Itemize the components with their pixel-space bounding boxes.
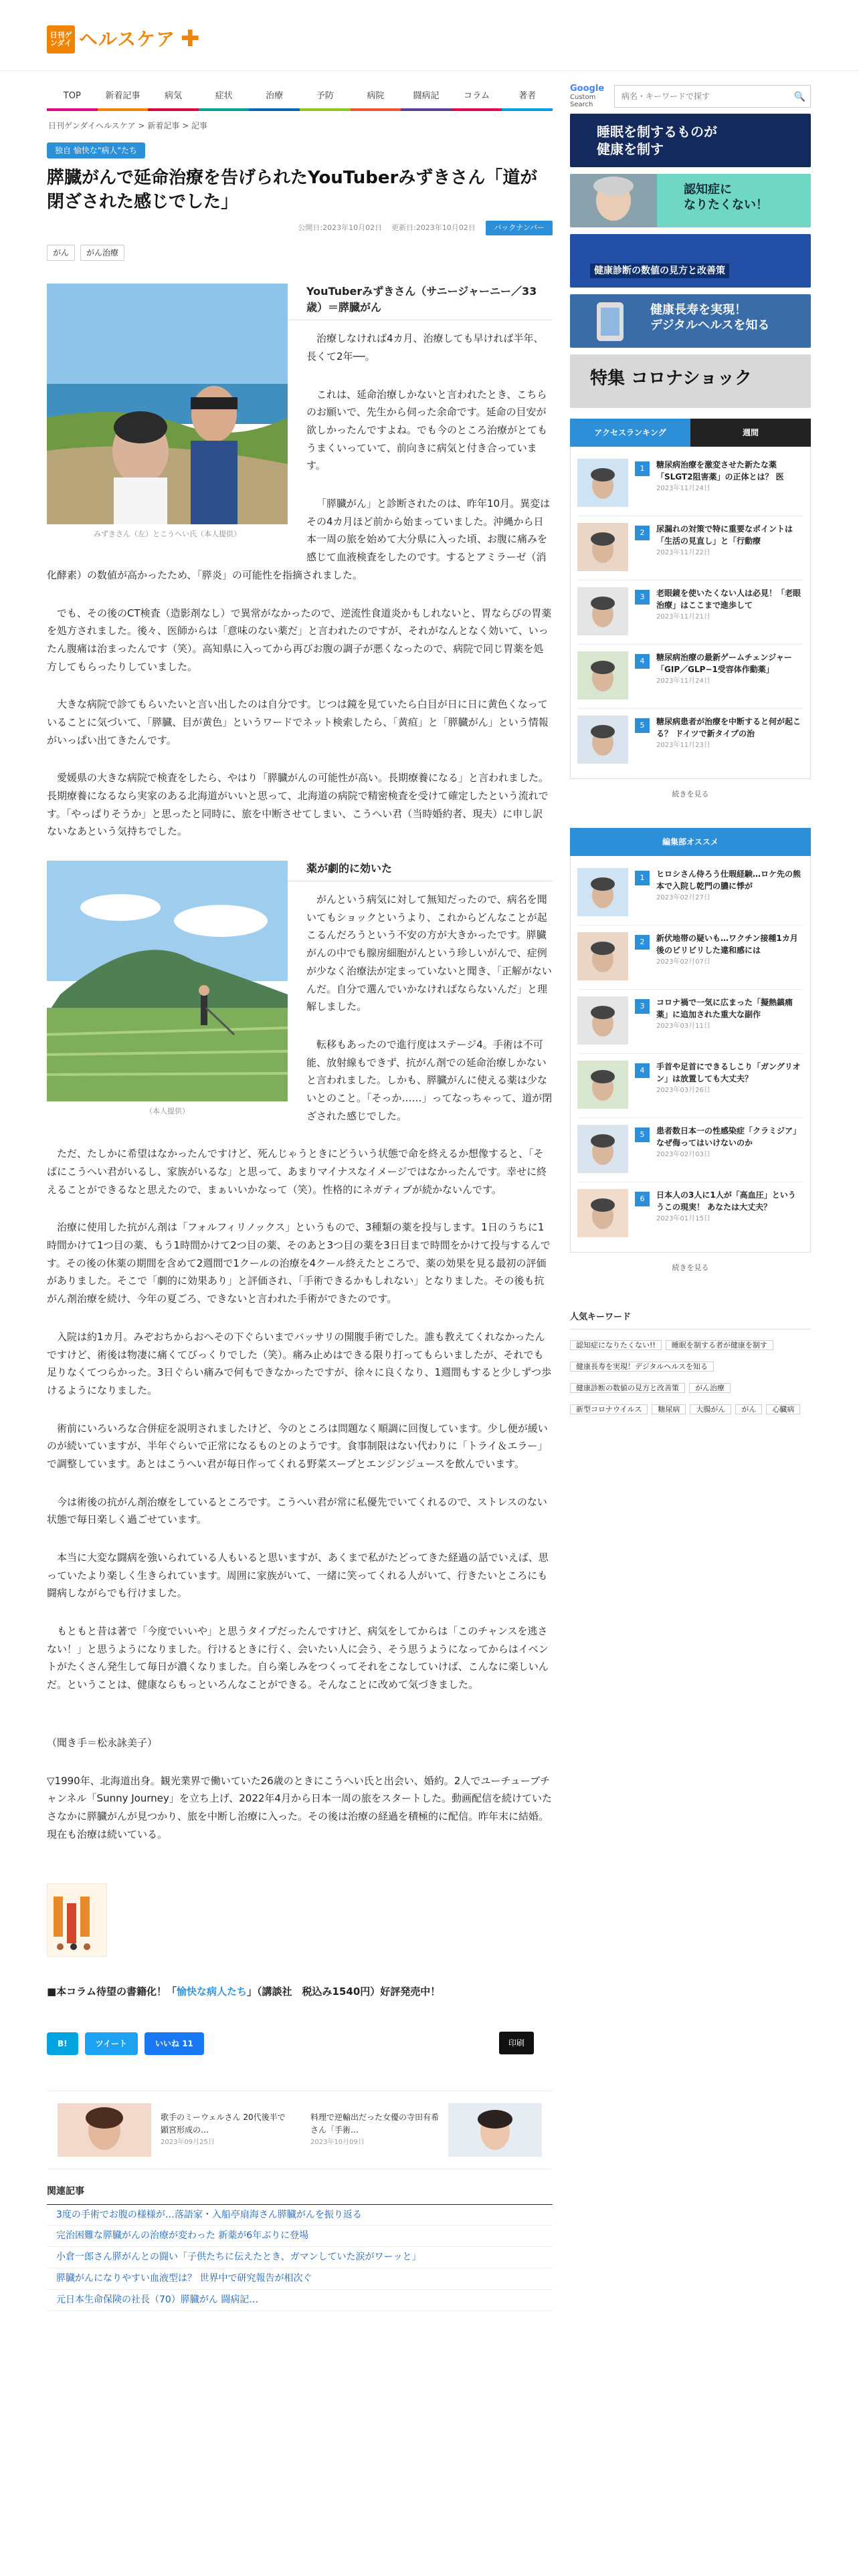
rank-number: 3 — [635, 590, 650, 605]
editor-pick-item[interactable] — [577, 1118, 803, 1182]
related-article-link[interactable]: 小倉一郎さん膵がんとの闘い「子供たちに伝えたとき、ガマンしていた涙がワーッと」 — [47, 2247, 553, 2268]
back-number-button[interactable]: バックナンバー — [486, 221, 553, 235]
keyword-chip[interactable] — [689, 1379, 731, 1396]
ranking-item[interactable] — [577, 452, 803, 516]
article-thumb — [577, 1189, 628, 1237]
next-article-thumb — [448, 2103, 542, 2157]
banner-dementia[interactable]: 認知症に なりたくない！ — [570, 174, 811, 227]
ranking-item[interactable] — [577, 580, 803, 645]
book-link[interactable]: 愉快な病人たち — [177, 1985, 248, 1998]
tab-access-ranking[interactable]: アクセスランキング — [570, 419, 690, 447]
item-date: 2023年11月21日 — [656, 613, 710, 621]
item-date: 2023年11月23日 — [656, 742, 710, 749]
rice-field-photo — [47, 861, 288, 1101]
hatena-bookmark-button[interactable]: B! — [47, 2032, 78, 2055]
article-meta — [47, 221, 553, 235]
article-thumb — [577, 1061, 628, 1109]
rank-number: 2 — [635, 526, 650, 540]
article-body — [47, 284, 553, 2311]
nav-item[interactable]: 著者 — [502, 83, 553, 111]
keyword-chip[interactable] — [666, 1336, 773, 1354]
ranking-tabs — [570, 419, 811, 447]
paragraph: 治療しなければ4カ月、治療しても早ければ半年、長くて2年──。 — [306, 332, 544, 362]
rank-number: 5 — [635, 718, 650, 733]
item-title: 新伏地帯の疑いも…ワクチン接種1カ月後のビリビリした違和感には — [656, 933, 798, 955]
keyword-label: がん治療 — [689, 1383, 731, 1393]
updated-date: 更新日:2023年10月02日 — [391, 223, 476, 233]
figure-rice-field-photo — [47, 861, 288, 1118]
tweet-button[interactable]: ツイート — [85, 2032, 138, 2055]
keyword-chip[interactable] — [735, 1400, 762, 1418]
editor-pick-item[interactable] — [577, 1182, 803, 1247]
paragraph: がんという病気に対して無知だったので、病名を聞いてもショックというより、これからどんなことが起こるんだろうという不安の方が大きかったです。膵臓がんの中でも腺房細胞がんという珍しいがんで、症例が少なく治療法が定まっていないと聞き、「正解がないんだ。自分で選んでいかなければならないんだ」と理解しました。 — [306, 893, 552, 1013]
nav-item[interactable]: 闘病記 — [401, 83, 452, 111]
google-custom-search-logo: Google Custom Search — [570, 83, 605, 109]
tag-chip[interactable]: がん治療 — [80, 245, 124, 261]
related-articles-title: 関連記事 — [47, 2184, 553, 2205]
article-thumb — [577, 1125, 628, 1173]
nav-item[interactable]: 新着記事 — [98, 83, 149, 111]
next-article-link[interactable]: 料理で逆輸出だった女優の寺田有希さん「手術… 2023年10月09日 — [300, 2091, 553, 2169]
banner-sleep[interactable]: 睡眠を制するものが 健康を制す — [570, 114, 811, 167]
item-date: 2023年02月03日 — [656, 1150, 710, 1158]
paragraph: もともと昔は著で「今度でいいや」と思うタイプだったんですけど、病気をしてからは「このチャンスを逃さない！」と思うようになりました。行けるときに行く、会いたい人に会う、そう思うようになってからはイベントがたくさん発生して毎日が濃くなりました。自ら楽しみをつくってそれをこなしていけば、こんなに楽しいんだ。ということは、健康ならもっといろんなことができる。そんなことに改めて気づきました。 — [47, 1625, 549, 1691]
section-heading: 薬が劇的に効いた — [47, 861, 553, 881]
rank-number: 4 — [635, 654, 650, 669]
paragraph: 今は術後の抗がん剤治療をしているところです。こうへい君が常に私優先でいてくれるので、ストレスのない状態で毎日楽しく過ごせています。 — [47, 1495, 547, 1526]
logo-badge: 日刊ゲンダイ — [47, 25, 75, 53]
rank-number: 5 — [635, 1128, 650, 1142]
keyword-chip[interactable] — [570, 1358, 714, 1375]
profile-text: ▽1990年、北海道出身。観光業界で働いていた26歳のときにこうへい氏と出会い、婚約。2人でユーチューブチャンネル「Sunny Journey」を立ち上げ、2022年4月から日本一周の旅をスタートした。動画配信を続けていたさなかに膵臓がんが見つかり、旅を中断し治療に入った。その後は治療の経過を積極的に配信。昨年末に結婚。現在も治療は続いている。 — [47, 1774, 552, 1840]
print-button[interactable]: 印刷 — [499, 2032, 534, 2054]
keyword-label: がん — [735, 1404, 762, 1414]
rank-number: 4 — [635, 1063, 650, 1078]
main-nav — [47, 83, 553, 114]
site-header — [0, 0, 859, 71]
book-promo: ■本コラム待望の書籍化！「愉快な病人たち」（講談社 税込み1540円）好評発売中！ — [47, 1985, 441, 1998]
more-link[interactable]: 続きを見る — [672, 790, 709, 798]
keyword-label: 認知症になりたくない!! — [570, 1340, 662, 1350]
keyword-label: 新型コロナウイルス — [570, 1404, 648, 1414]
nav-item[interactable]: 病院 — [351, 83, 401, 111]
paragraph: 術前にいろいろな合併症を説明されましたけど、今のところは問題なく順調に回復しています。少し便が緩いのが続いていますが、半年ぐらいで正常になるものとのようです。食事制限はない代わりに「トライ＆エラー」で調整しています。あとはこうへい君が毎日作ってくれる野菜スープとエンジンジュースを飲んでいます。 — [47, 1422, 548, 1470]
banner-corona-shock[interactable]: 特集 コロナショック — [570, 354, 811, 408]
rank-number: 1 — [635, 871, 650, 885]
nav-item[interactable]: TOP — [47, 83, 98, 111]
item-date: 2023年11月22日 — [656, 549, 710, 556]
keyword-label: 心臓病 — [766, 1404, 800, 1414]
paragraph: 大きな病院で診てもらいたいと言い出したのは自分です。じつは鏡を見ていたら白目が日に日に黄色くなっていることに気づいて、「膵臓、目が黄色」というワードでネット検索したら、「黄疸」と「膵臓がん」という情報がいっぱい出てきたんです。 — [47, 698, 549, 746]
item-title: コロナ禍で一気に広まった「擬熱鎮痛薬」に追加された重大な副作 — [656, 997, 793, 1019]
keyword-label: 大腸がん — [690, 1404, 731, 1414]
keyword-label: 健康長寿を実現！デジタルヘルスを知る — [570, 1362, 714, 1372]
editor-pick-item[interactable] — [577, 1054, 803, 1118]
nav-item[interactable]: 症状 — [199, 83, 250, 111]
logo-text: ヘルスケア — [79, 28, 176, 51]
item-title: 糖尿病治療を激変させた新たな薬「SLGT2阻害薬」の正体とは？ 医 — [656, 460, 784, 481]
paragraph: ただ、たしかに希望はなかったんですけど、死んじゃうときにどういう状態で命を終えるか想像すると、「そばにこうへい君がいるし、家族がいるな」と思って、あまりマイナスなイメージではなかったんです。幸せに終えることができるなと思えたので、まぁいいかなって（笑）。性格的にネガティブが続かないんです。 — [47, 1148, 547, 1196]
keyword-chip[interactable] — [690, 1400, 731, 1418]
more-link[interactable]: 続きを見る — [672, 1263, 709, 1272]
paragraph: 入院は約1カ月。みぞおちからおへその下ぐらいまでバッサリの開腹手術でした。誰も教えてくれなかったんですけど、術後は物凄に痛くてびっくりでした（笑）。痛み止めはできる限り打ってもらいましたが、それでも足りなくてつらかった。3日ぐらい痛みで何もできなかったですが、徐々に良くなり、1週間もすると少しずつ歩けるようになりました。 — [47, 1330, 552, 1396]
nav-item[interactable]: 病気 — [148, 83, 199, 111]
ranking-list — [570, 447, 811, 779]
article-thumb — [577, 587, 628, 635]
item-title: 日本人の3人に1人が「高血圧」といううこの現実！ あなたは大丈夫？ — [656, 1190, 796, 1212]
keyword-label: 健康診断の数値の見方と改善策 — [570, 1383, 685, 1393]
editor-picks-title: 編集部オススメ — [570, 828, 811, 856]
article-main — [47, 142, 553, 2311]
keyword-label: 糖尿病 — [652, 1404, 686, 1414]
keyword-chip[interactable] — [766, 1400, 800, 1418]
prev-article-thumb — [58, 2103, 151, 2157]
figure-couple-photo — [47, 284, 288, 541]
article-thumb — [577, 459, 628, 507]
paragraph: 本当に大変な闘病を強いられている人もいると思いますが、あくまで私がたどってきた経過の話でいえば、思っていたより楽しく生きられています。周囲に家族がいて、一緒に笑ってくれる人がいて、行きたいところにも闘病しながらでも行けました。 — [47, 1551, 549, 1600]
ranking-item[interactable] — [577, 516, 803, 580]
item-title: 老眼鏡を使いたくない人は必見！「老眼治療」はここまで進歩して — [656, 588, 801, 610]
share-bar — [47, 2030, 553, 2057]
paragraph: 転移もあったので進行度はステージ4。手術は不可能、放射線もできず、抗がん剤での延命治療しかないと言われました。しかも、膵臓がんに使える薬は少ないとのこと。「そっか……」ってなっちゃって、道が閉ざされた感じでした。 — [306, 1038, 553, 1122]
ranking-item[interactable] — [577, 709, 803, 773]
paragraph: 治療に使用した抗がん剤は「フォルフィリノックス」というもので、3種類の薬を投与します。1日のうちに1時間かけて1つ目の薬、もう1時間かけて2つ目の薬、そのあと3つ目の薬を3日目まで時間をかけて投与するんです。その後の休薬の期間を含めて2週間で1クールの治療を4クール終えたところで、薬の効果を見る最初の評価がありました。そこで「劇的に効果あり」と評価され、「手術できるかもしれない」となりました。その後も抗がん剤治療を続け、今年の夏ごろ、できないと言われた手術ができたのです。 — [47, 1221, 551, 1305]
facebook-like-button[interactable]: いいね 11 — [145, 2032, 204, 2055]
paragraph: でも、その後のCT検査（造影剤なし）で異常がなかったので、逆流性食道炎かもしれないと、胃ならびの胃薬を処方されました。後々、医師からは「意味のない薬だ」と言われたのですが、それがなんとなく効いて、いったん腹痛は治まったんです（笑）。高知県に入ってから再びお腹の調子が悪くなったので、病院で同じ胃薬を処方してもらったりしていました。 — [47, 607, 552, 673]
related-article-link[interactable]: 元日本生命保険の社長（70）膵臓がん 闘病記… — [47, 2290, 553, 2311]
editor-pick-item[interactable] — [577, 990, 803, 1054]
search-icon[interactable]: 🔍 — [793, 92, 805, 102]
search-box — [570, 83, 811, 110]
keyword-chip[interactable] — [570, 1379, 685, 1396]
item-title: 手首や足首にできるしこり「ガングリオン」は放置しても大丈夫？ — [656, 1061, 801, 1083]
keyword-label: 睡眠を制する者が健康を制す — [666, 1340, 773, 1350]
item-title: 患者数日本一の性感染症「クラミジア」なぜ侮ってはいけないのか — [656, 1125, 801, 1148]
paragraph: 「膵臓がん」と診断されたのは、昨年10月。異変はその4カ月ほど前から始まっていました。沖縄から日本一周の旅を始めて大分県に入った頃、お腹に痛みを感じて血液検査をしたのです。するとアミラーゼ（消化酵素）の数値が高かったため、「膵炎」の可能性を指摘されました。 — [47, 498, 551, 581]
paragraph: これは、延命治療しかないと言われたとき、こちらのお願いで、先生から伺った余命です。延命の目安が欲しかったんですよね。でも今のところ治療がとてもうまくいっていて、前向きに病気と付き合っています。 — [306, 388, 548, 472]
item-title: ヒロシさん侍ろう仕瑕経験…ロケ先の熊本で入院し乾門の膿に悸が — [656, 869, 801, 891]
published-date: 公開日:2023年10月02日 — [298, 223, 383, 233]
editor-picks-list — [570, 856, 811, 1253]
article-thumb — [577, 996, 628, 1045]
editor-pick-item[interactable] — [577, 926, 803, 990]
couple-photo — [47, 284, 288, 524]
article-title: 膵臓がんで延命治療を告げられたYouTuberみずきさん「道が閉ざされた感じでした」 — [47, 167, 538, 212]
rank-number: 2 — [635, 935, 650, 950]
article-thumb — [577, 651, 628, 700]
item-date: 2023年11月24日 — [656, 677, 710, 685]
plus-cross-icon: ✚ — [181, 25, 200, 52]
keyword-chip[interactable] — [570, 1336, 662, 1354]
sidebar — [570, 114, 811, 1418]
nav-item[interactable]: 予防 — [300, 83, 351, 111]
breadcrumb[interactable]: 日刊ゲンダイヘルスケア > 新着記事 > 記事 — [48, 121, 208, 130]
item-date: 2023年03月26日 — [656, 1086, 710, 1094]
editor-pick-item[interactable] — [577, 861, 803, 926]
related-article-link[interactable]: 膵臓がんになりやすい血液型は？ 世界中で研究報告が相次ぐ — [47, 2268, 553, 2290]
banner-digital-health[interactable]: 健康長寿を実現！ デジタルヘルスを知る — [570, 294, 811, 348]
rank-number: 6 — [635, 1192, 650, 1206]
related-article-link[interactable]: 3度の手術でお腹の様様が…落語家・入船亭扇海さん膵臓がんを振り返る — [47, 2205, 553, 2226]
article-thumb — [577, 932, 628, 980]
item-date: 2023年11月24日 — [656, 485, 710, 492]
section-heading: YouTuberみずきさん（サニージャーニー／33歳）＝膵臓がん — [47, 284, 553, 320]
ranking-item[interactable] — [577, 645, 803, 709]
keyword-chip[interactable] — [652, 1400, 686, 1418]
item-date: 2023年02月07日 — [656, 958, 710, 966]
item-title: 尿漏れの対策で特に重要なポイントは「生活の見直し」と「行動療 — [656, 524, 793, 546]
book-cover-image[interactable] — [47, 1883, 107, 1957]
site-logo[interactable] — [47, 20, 200, 59]
nav-item[interactable]: コラム — [452, 83, 502, 111]
article-thumb — [577, 716, 628, 764]
item-date: 2023年02月27日 — [656, 893, 710, 901]
popular-keywords-title: 人気キーワード — [570, 1310, 811, 1329]
related-article-link[interactable]: 完治困難な膵臓がんの治療が変わった 新薬が6年ぶりに登場 — [47, 2226, 553, 2247]
figure-caption: みずきさん（左）とこうへい氏（本人提供） — [94, 530, 241, 539]
rank-number: 1 — [635, 461, 650, 476]
item-title: 糖尿病患者が治療を中断すると何が起こる？ ドイツで新タイプの治 — [656, 717, 801, 738]
tag-chip[interactable]: がん — [47, 245, 75, 261]
prev-next-links — [47, 2090, 553, 2169]
article-thumb — [577, 868, 628, 916]
tag-list — [47, 245, 553, 261]
prev-article-link[interactable]: 歌手のミーウェルさん 20代後半で顕宮形成の… 2023年09月25日 — [47, 2091, 300, 2169]
search-input[interactable] — [614, 85, 811, 108]
item-date: 2023年03月11日 — [656, 1022, 710, 1030]
article-thumb — [577, 523, 628, 571]
series-badge[interactable]: 独自 愉快な"病人"たち — [47, 142, 145, 158]
paragraph: 愛媛県の大きな病院で検査をしたら、やはり「膵臓がんの可能性が高い。長期療養になる」と言われました。長期療養になるなら実家のある北海道がいいと思って、北海道の病院で精密検査を受けて確定したという流れです。「やっぱりそうか」と思ったと同時に、旅を中断させてしまい、こうへい君（当時婚約者、現夫）に申し訳ないなあという気持ちでした。 — [47, 772, 549, 838]
banner-health-check[interactable]: 健康診断の数値の見方と改善策 — [570, 234, 811, 288]
keyword-chip[interactable] — [570, 1400, 648, 1418]
tab-weekly[interactable]: 週間 — [690, 419, 811, 447]
rank-number: 3 — [635, 999, 650, 1014]
item-title: 糖尿病治療の最新ゲームチェンジャー「GIP／GLP−1受容体作動薬」 — [656, 653, 792, 674]
interviewer-credit: （聞き手＝松永詠美子） — [47, 1736, 158, 1749]
figure-caption: （本人提供） — [145, 1107, 189, 1116]
nav-item[interactable]: 治療 — [249, 83, 300, 111]
item-date: 2023年01月15日 — [656, 1214, 710, 1222]
keyword-list — [570, 1336, 811, 1418]
